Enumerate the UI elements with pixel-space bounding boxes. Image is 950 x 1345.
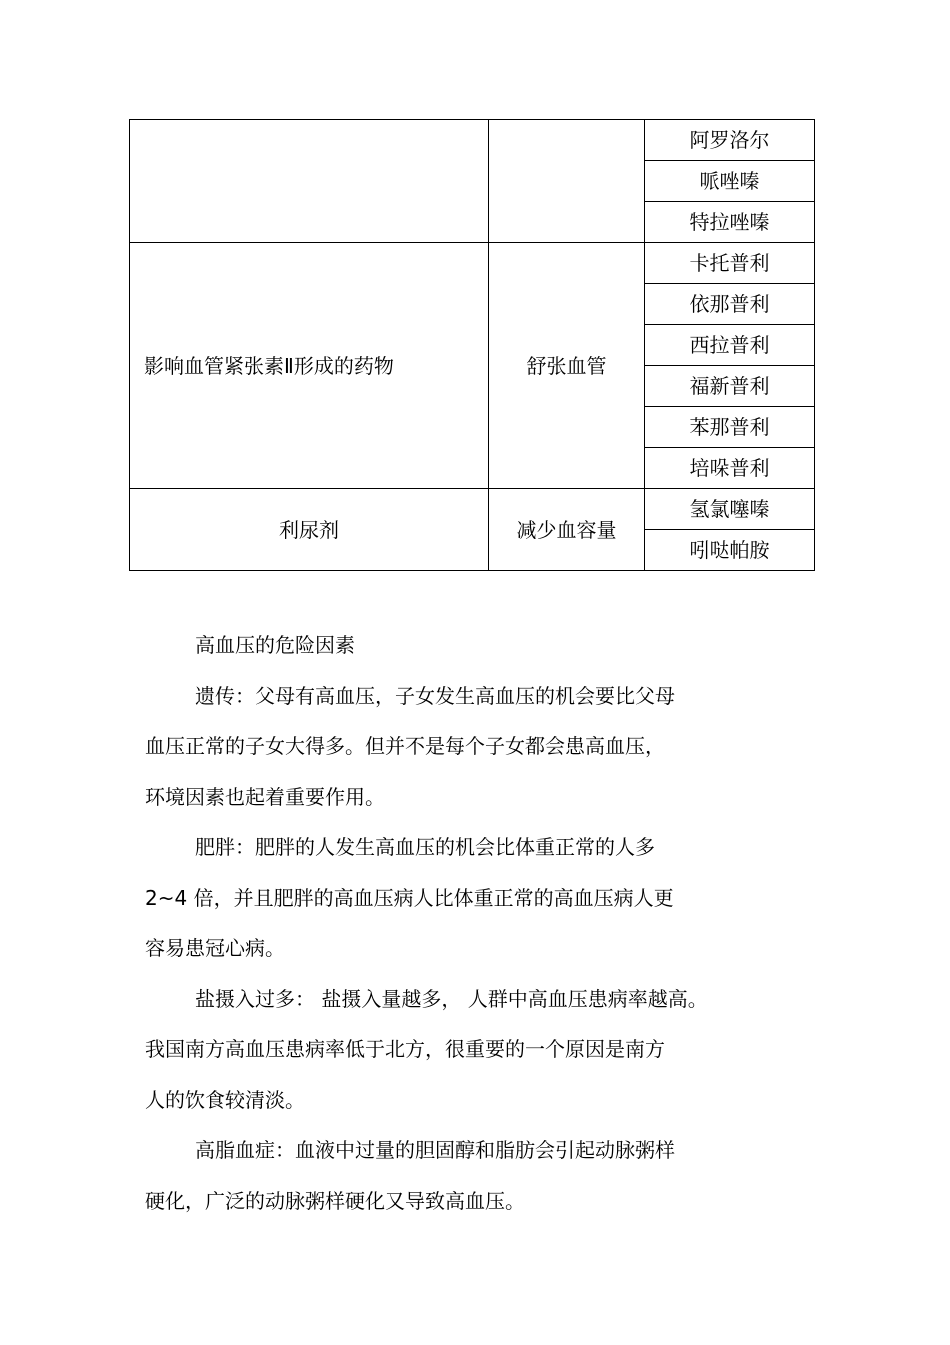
paragraph-line: 环境因素也起着重要作用。 [145, 784, 385, 809]
drug-category-cell: 影响血管紧张素Ⅱ形成的药物 [130, 243, 489, 489]
drug-name-cell: 依那普利 [645, 284, 815, 325]
paragraph-line: 容易患冠心病。 [145, 936, 285, 960]
drug-name-cell: 吲哒帕胺 [645, 530, 815, 571]
paragraph-line: 高脂血症：血液中过量的胆固醇和脂肪会引起动脉粥样 [195, 1138, 675, 1162]
paragraph-line: 盐摄入过多： 盐摄入量越多， 人群中高血压患病率越高。 [195, 986, 708, 1011]
drug-name-cell: 阿罗洛尔 [645, 120, 815, 161]
drug-name-cell: 福新普利 [645, 366, 815, 407]
drug-category-cell: 利尿剂 [130, 489, 489, 571]
drug-name-cell: 卡托普利 [645, 243, 815, 284]
drug-name-cell: 特拉唑嗪 [645, 202, 815, 243]
drug-name-cell: 培哚普利 [645, 448, 815, 489]
risk-factors-section [145, 620, 805, 1226]
table-row [130, 489, 815, 530]
drug-effect-cell [489, 120, 645, 243]
table-row [130, 120, 815, 161]
drug-category-cell [130, 120, 489, 243]
drug-classification-table [129, 119, 815, 571]
paragraph-line: 人的饮食较清淡。 [145, 1087, 305, 1112]
table-row [130, 243, 815, 284]
drug-effect-cell: 减少血容量 [489, 489, 645, 571]
drug-name-cell: 氢氯噻嗪 [645, 489, 815, 530]
drug-name-cell: 苯那普利 [645, 407, 815, 448]
section-heading: 高血压的危险因素 [195, 633, 355, 657]
drug-effect-cell: 舒张血管 [489, 243, 645, 489]
paragraph-line: 血压正常的子女大得多。但并不是每个子女都会患高血压， [145, 734, 665, 758]
drug-name-cell: 西拉普利 [645, 325, 815, 366]
paragraph-line: 肥胖：肥胖的人发生高血压的机会比体重正常的人多 [195, 835, 655, 859]
drug-table-body [130, 120, 815, 571]
paragraph-line: 遗传：父母有高血压，子女发生高血压的机会要比父母 [195, 683, 675, 708]
paragraph-line: 2~4 倍，并且肥胖的高血压病人比体重正常的高血压病人更 [145, 885, 674, 910]
article-body [145, 671, 805, 1227]
paragraph-line: 我国南方高血压患病率低于北方，很重要的一个原因是南方 [145, 1037, 665, 1061]
paragraph-line: 硬化，广泛的动脉粥样硬化又导致高血压。 [145, 1188, 525, 1213]
drug-name-cell: 哌唑嗪 [645, 161, 815, 202]
